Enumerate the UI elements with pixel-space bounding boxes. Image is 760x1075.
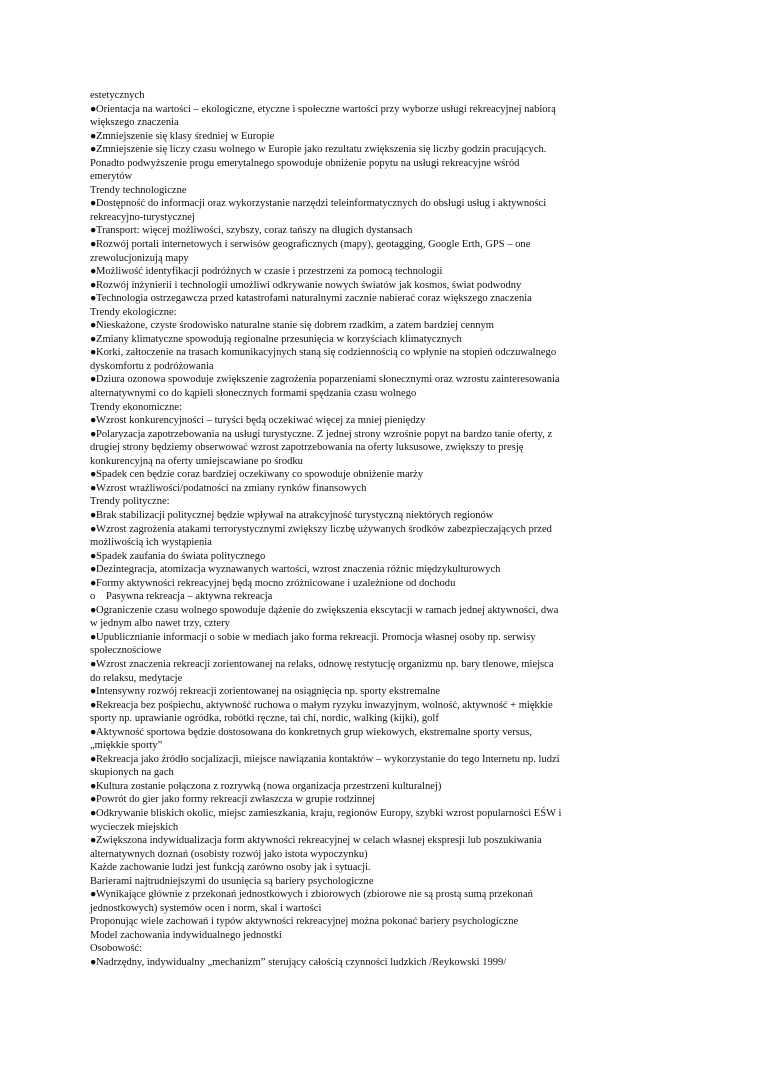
- text-line: [90, 252, 620, 266]
- bullet-icon: ●: [90, 794, 97, 806]
- bullet-icon: ●: [90, 320, 97, 332]
- bullet-icon: ●: [90, 699, 97, 711]
- bullet-line: [90, 224, 620, 238]
- bullet-line: [90, 685, 620, 699]
- text-line: [90, 861, 620, 875]
- line-text: Model zachowania indywidualnego jednostki: [90, 929, 282, 941]
- bullet-icon: ●: [90, 347, 97, 359]
- line-text: Pasywna rekreacja – aktywna rekreacja: [106, 591, 273, 603]
- bullet-line: [90, 103, 620, 117]
- text-line: [90, 455, 620, 469]
- text-line: [90, 89, 620, 103]
- line-text: do relaksu, medytacje: [90, 672, 183, 684]
- line-text: Dostępność do informacji oraz wykorzystanie narzędzi teleinformatycznych do obsługi usług i aktywności: [96, 198, 547, 210]
- bullet-icon: ●: [90, 415, 97, 427]
- text-line: [90, 211, 620, 225]
- bullet-icon: ●: [90, 957, 97, 968]
- bullet-line: [90, 482, 620, 496]
- line-text: konkurencyjną na oferty umiejscawiane po środku: [90, 455, 303, 467]
- text-line: [90, 848, 620, 862]
- line-text: Aktywność sportowa będzie dostosowana do konkretnych grup wiekowych, ekstremalne sporty versus,: [96, 726, 532, 738]
- line-text: emerytów: [90, 171, 133, 183]
- sub-bullet-line: [90, 590, 620, 604]
- bullet-icon: ●: [90, 523, 97, 535]
- bullet-icon: ●: [90, 374, 97, 386]
- bullet-icon: ●: [90, 658, 97, 670]
- bullet-icon: ●: [90, 293, 97, 305]
- line-text: Powrót do gier jako formy rekreacji zwłaszcza w grupie rodzinnej: [96, 794, 376, 806]
- bullet-icon: ●: [90, 130, 97, 142]
- bullet-line: [90, 780, 620, 794]
- text-line: [90, 157, 620, 171]
- line-text: dyskomfortu z podróżowania: [90, 360, 214, 372]
- line-text: drugiej strony będziemy obserwować wzrost zapotrzebowania na oferty luksusowe, zwiększy to presję: [90, 442, 524, 454]
- bullet-icon: ●: [90, 482, 97, 494]
- text-line: [90, 401, 620, 415]
- bullet-line: [90, 726, 620, 740]
- document-page: [90, 89, 620, 970]
- line-text: Technologia ostrzegawcza przed katastrofami naturalnymi zacznie nabierać coraz większego znaczenia: [96, 293, 532, 305]
- bullet-icon: ●: [90, 835, 97, 847]
- line-text: Wynikające głównie z przekonań jednostkowych i zbiorowych (zbiorowe nie są prostą sumą przekonań: [96, 889, 533, 901]
- text-line: [90, 306, 620, 320]
- line-text: Spadek zaufania do świata politycznego: [96, 550, 266, 562]
- circle-bullet-icon: o: [90, 591, 96, 603]
- line-text: Rekreacja bez pośpiechu, aktywność ruchowa o małym ryzyku inwazyjnym, wolność, aktywność + miękkie: [96, 699, 553, 711]
- text-line: [90, 184, 620, 198]
- line-text: Wzrost konkurencyjności – turyści będą oczekiwać więcej za mniej pieniędzy: [96, 415, 426, 427]
- bullet-line: [90, 130, 620, 144]
- line-text: Wzrost wrażliwości/podatności na zmiany rynków finansowych: [96, 482, 367, 494]
- bullet-icon: ●: [90, 279, 97, 291]
- text-line: [90, 766, 620, 780]
- text-line: [90, 617, 620, 631]
- line-text: Polaryzacja zapotrzebowania na usługi turystyczne. Z jednej strony wzrośnie popyt na bardzo tanie oferty, z: [96, 428, 553, 440]
- bullet-line: [90, 346, 620, 360]
- bullet-line: [90, 658, 620, 672]
- text-line: [90, 821, 620, 835]
- line-text: alternatywnych doznań (osobisty rozwój jako istota wypoczynku): [90, 848, 368, 860]
- line-text: Możliwość identyfikacji podróżnych w czasie i przestrzeni za pomocą technologii: [96, 266, 443, 278]
- text-line: [90, 875, 620, 889]
- bullet-icon: ●: [90, 686, 97, 698]
- text-line: [90, 441, 620, 455]
- line-text: Nadrzędny, indywidualny „mechanizm” sterujący całością czynności ludzkich /Reykowski 1999/: [96, 957, 507, 968]
- text-line: [90, 536, 620, 550]
- line-text: alternatywnymi co do kąpieli słonecznych formami spędzania czasu wolnego: [90, 388, 417, 400]
- bullet-line: [90, 807, 620, 821]
- bullet-icon: ●: [90, 509, 97, 521]
- text-line: [90, 739, 620, 753]
- bullet-line: [90, 604, 620, 618]
- bullet-icon: ●: [90, 469, 97, 481]
- bullet-icon: ●: [90, 631, 97, 643]
- bullet-line: [90, 563, 620, 577]
- line-text: Rozwój portali internetowych i serwisów geograficznych (mapy), geotagging, Google Erth, GPS – one: [96, 239, 531, 251]
- bullet-line: [90, 143, 620, 157]
- line-text: „miękkie sporty”: [90, 740, 163, 752]
- text-line: [90, 387, 620, 401]
- line-text: Brak stabilizacji politycznej będzie wpływał na atrakcyjność turystyczną niektórych regionów: [96, 509, 494, 521]
- line-text: Każde zachowanie ludzi jest funkcją zarówno osoby jak i sytuacji.: [90, 862, 371, 874]
- text-line: [90, 712, 620, 726]
- bullet-line: [90, 238, 620, 252]
- bullet-icon: ●: [90, 550, 97, 562]
- line-text: Osobowość:: [90, 943, 143, 955]
- line-text: wycieczek miejskich: [90, 821, 179, 833]
- text-line: [90, 672, 620, 686]
- bullet-icon: ●: [90, 780, 97, 792]
- line-text: Zwiększona indywidualizacja form aktywności rekreacyjnej w celach własnej ekspresji lub poszukiwania: [96, 835, 542, 847]
- line-text: Nieskażone, czyste środowisko naturalne stanie się dobrem rzadkim, a zatem bardziej cennym: [96, 320, 494, 332]
- text-line: [90, 902, 620, 916]
- line-text: Dziura ozonowa spowoduje zwiększenie zagrożenia poparzeniami słonecznymi oraz wzrostu zainteresowania: [96, 374, 560, 386]
- line-text: Kultura zostanie połączona z rozrywką (nowa organizacja przestrzeni kulturalnej): [96, 780, 442, 792]
- bullet-line: [90, 468, 620, 482]
- bullet-line: [90, 414, 620, 428]
- line-text: skupionych na gach: [90, 767, 174, 779]
- text-line: [90, 170, 620, 184]
- line-text: estetycznych: [90, 90, 145, 101]
- text-line: [90, 915, 620, 929]
- line-text: Intensywny rozwój rekreacji zorientowanej na osiągnięcia np. sporty ekstremalne: [96, 686, 441, 698]
- line-text: Korki, załtoczenie na trasach komunikacyjnych staną się codziennością co wpłynie na stopień odczuwalnego: [96, 347, 557, 359]
- bullet-line: [90, 793, 620, 807]
- text-line: [90, 360, 620, 374]
- bullet-icon: ●: [90, 889, 97, 901]
- bullet-icon: ●: [90, 753, 97, 765]
- line-text: Orientacja na wartości – ekologiczne, etyczne i społeczne wartości przy wyborze usługi rekreacyjnej nabiorą: [96, 103, 556, 115]
- bullet-line: [90, 292, 620, 306]
- line-text: społecznościowe: [90, 645, 162, 657]
- line-text: Spadek cen będzie coraz bardziej oczekiwany co spowoduje obniżenie marży: [96, 469, 424, 481]
- line-text: Ponadto podwyższenie progu emerytalnego spowoduje obniżenie popytu na usługi rekreacyjne wśród: [90, 157, 520, 169]
- bullet-line: [90, 888, 620, 902]
- line-text: większego znaczenia: [90, 117, 179, 129]
- line-text: Zmiany klimatyczne spowodują regionalne przesunięcia w korzyściach klimatycznych: [96, 333, 462, 345]
- bullet-line: [90, 265, 620, 279]
- line-text: Transport: więcej możliwości, szybszy, coraz tańszy na długich dystansach: [96, 225, 413, 237]
- text-line: [90, 942, 620, 956]
- line-text: Upublicznianie informacji o sobie w mediach jako forma rekreacji. Promocja własnej osoby np. serwisy: [96, 631, 536, 643]
- line-text: Wzrost znaczenia rekreacji zorientowanej na relaks, odnowę restytucję organizmu np. bary tlenowe, miejsca: [96, 658, 554, 670]
- bullet-line: [90, 699, 620, 713]
- line-text: Odkrywanie bliskich okolic, miejsc zamieszkania, kraju, regionów Europy, szybki wzrost popularności EŚW i: [96, 807, 562, 819]
- bullet-icon: ●: [90, 266, 97, 278]
- line-text: Formy aktywności rekreacyjnej będą mocno zróżnicowane i uzależnione od dochodu: [96, 577, 456, 589]
- bullet-icon: ●: [90, 604, 97, 616]
- line-text: rekreacyjno-turystycznej: [90, 211, 195, 223]
- text-line: [90, 116, 620, 130]
- bullet-line: [90, 333, 620, 347]
- bullet-icon: ●: [90, 198, 97, 210]
- bullet-icon: ●: [90, 225, 97, 237]
- line-text: zrewolucjonizują mapy: [90, 252, 189, 264]
- line-text: sporty np. uprawianie ogródka, robótki ręczne, tai chi, nordic, walking (kijki), golf: [90, 713, 439, 725]
- bullet-icon: ●: [90, 564, 97, 576]
- bullet-line: [90, 319, 620, 333]
- bullet-icon: ●: [90, 144, 97, 156]
- line-text: Rozwój inżynierii i technologii umożliwi odkrywanie nowych światów jak kosmos, świat podwodny: [96, 279, 522, 291]
- text-line: [90, 495, 620, 509]
- bullet-icon: ●: [90, 428, 97, 440]
- line-text: Trendy ekonomiczne:: [90, 401, 182, 413]
- line-text: Zmniejszenie się klasy średniej w Europie: [96, 130, 275, 142]
- bullet-line: [90, 523, 620, 537]
- line-text: w jednym albo nawet trzy, cztery: [90, 618, 230, 630]
- bullet-line: [90, 279, 620, 293]
- line-text: jednostkowych) systemów ocen i norm, skal i wartości: [90, 902, 322, 914]
- text-line: [90, 644, 620, 658]
- line-text: Dezintegracja, atomizacja wyznawanych wartości, wzrost znaczenia różnic międzykulturowych: [96, 564, 501, 576]
- bullet-line: [90, 373, 620, 387]
- bullet-icon: ●: [90, 577, 97, 589]
- line-text: Trendy technologiczne: [90, 184, 187, 196]
- line-text: Zmniejszenie się liczy czasu wolnego w Europie jako rezultatu zwiększenia się liczby godzin pracujących.: [96, 144, 547, 156]
- bullet-icon: ●: [90, 807, 97, 819]
- bullet-icon: ●: [90, 726, 97, 738]
- line-text: Wzrost zagrożenia atakami terrorystycznymi zwiększy liczbę używanych środków zabezpieczających przed: [96, 523, 552, 535]
- bullet-line: [90, 956, 620, 970]
- line-text: Ograniczenie czasu wolnego spowoduje dążenie do zwiększenia ekscytacji w ramach jednej aktywności, dwa: [96, 604, 559, 616]
- text-line: [90, 929, 620, 943]
- bullet-icon: ●: [90, 239, 97, 251]
- bullet-line: [90, 509, 620, 523]
- line-text: Trendy ekologiczne:: [90, 306, 177, 318]
- line-text: możliwością ich wystąpienia: [90, 537, 212, 549]
- line-text: Rekreacja jako źródło socjalizacji, miejsce nawiązania kontaktów – wykorzystanie do tego Internetu np. ludzi: [96, 753, 560, 765]
- bullet-line: [90, 834, 620, 848]
- bullet-line: [90, 577, 620, 591]
- line-text: Trendy polityczne:: [90, 496, 170, 508]
- bullet-line: [90, 428, 620, 442]
- bullet-line: [90, 197, 620, 211]
- line-text: Barierami najtrudniejszymi do usunięcia są bariery psychologiczne: [90, 875, 374, 887]
- bullet-icon: ●: [90, 103, 97, 115]
- bullet-line: [90, 631, 620, 645]
- bullet-icon: ●: [90, 333, 97, 345]
- bullet-line: [90, 550, 620, 564]
- bullet-line: [90, 753, 620, 767]
- line-text: Proponując wiele zachowań i typów aktywności rekreacyjnej można pokonać bariery psychologiczne: [90, 916, 519, 928]
